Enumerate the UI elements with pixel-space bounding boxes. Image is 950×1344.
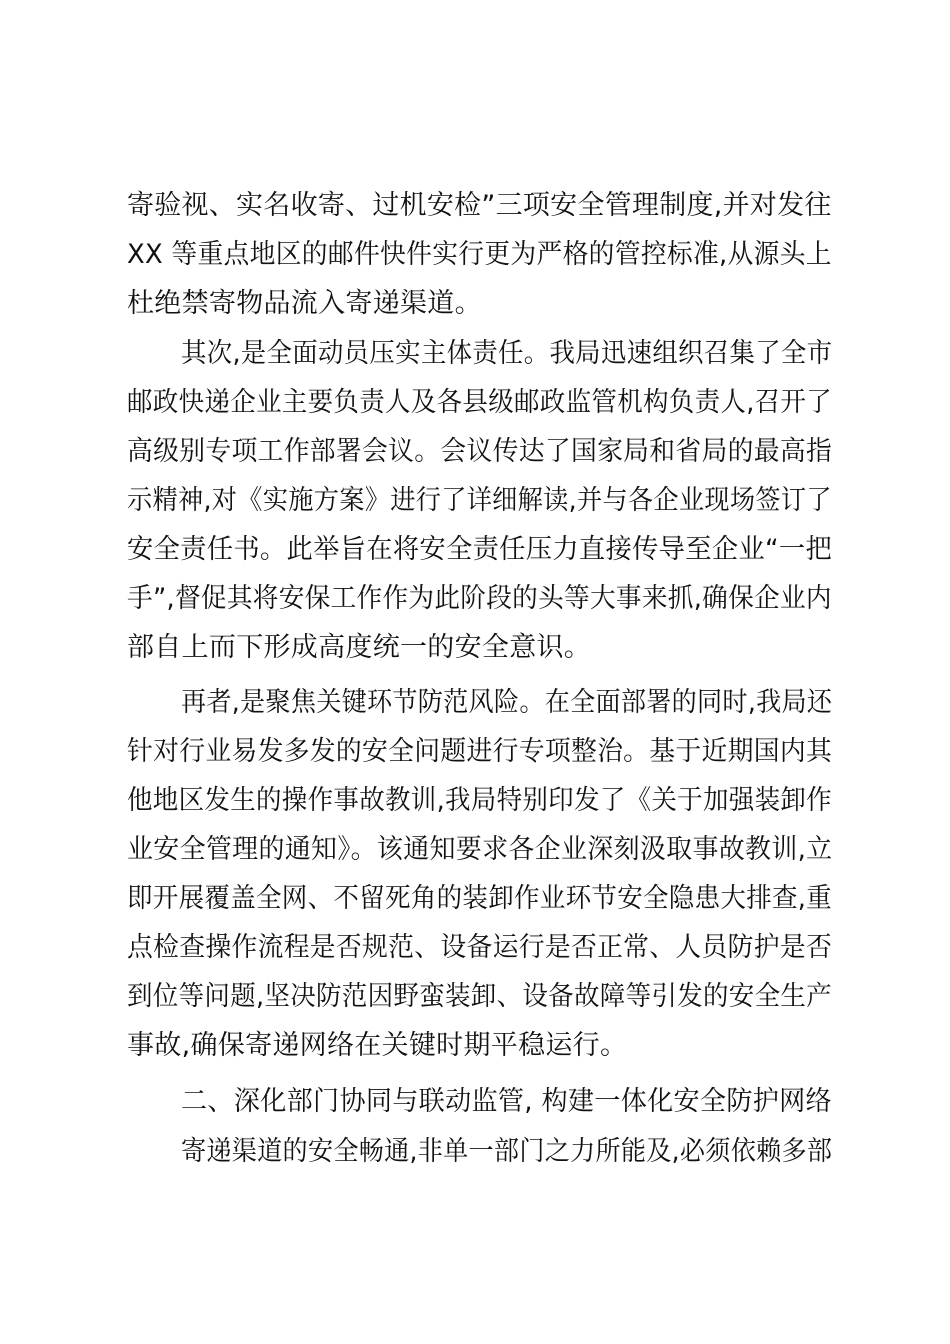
text-line: 针对行业易发多发的安全问题进行专项整治。基于近期国内其	[127, 736, 833, 767]
text-line: 安全责任书。此举旨在将安全责任压力直接传导至企业“一把	[127, 534, 833, 565]
text-line: 业安全管理的通知》。该通知要求各企业深刻汲取事故教训,立	[127, 834, 833, 865]
paragraph-first-line: 其次,是全面动员压实主体责任。我局迅速组织召集了全市	[181, 338, 833, 369]
paragraph-first-line: 寄递渠道的安全畅通,非单一部门之力所能及,必须依赖多部	[181, 1136, 833, 1167]
text-line: 手”,督促其将安保工作作为此阶段的头等大事来抓,确保企业内	[127, 583, 832, 614]
text-line: 杜绝禁寄物品流入寄递渠道。	[127, 288, 482, 319]
text-line: XX 等重点地区的邮件快件实行更为严格的管控标准,从源头上	[127, 239, 832, 270]
paragraph-first-line: 再者,是聚焦关键环节防范风险。在全面部署的同时,我局还	[181, 687, 833, 718]
text-line: 高级别专项工作部署会议。会议传达了国家局和省局的最高指	[127, 436, 833, 467]
text-line: 示精神,对《实施方案》进行了详细解读,并与各企业现场签订了	[127, 485, 832, 516]
text-line: 寄验视、实名收寄、过机安检”三项安全管理制度,并对发往	[127, 190, 832, 221]
text-line: 点检查操作流程是否规范、设备运行是否正常、人员防护是否	[127, 932, 833, 963]
text-line: 部自上而下形成高度统一的安全意识。	[127, 632, 592, 663]
text-line: 邮政快递企业主要负责人及各县级邮政监管机构负责人,召开了	[127, 387, 832, 418]
text-line: 事故,确保寄递网络在关键时期平稳运行。	[127, 1030, 628, 1061]
text-line: 即开展覆盖全网、不留死角的装卸作业环节安全隐患大排查,重	[127, 883, 832, 914]
text-line: 到位等问题,坚决防范因野蛮装卸、设备故障等引发的安全生产	[127, 981, 832, 1012]
text-line: 他地区发生的操作事故教训,我局特别印发了《关于加强装卸作	[127, 785, 832, 816]
section-heading: 二、深化部门协同与联动监管, 构建一体化安全防护网络	[181, 1086, 832, 1117]
